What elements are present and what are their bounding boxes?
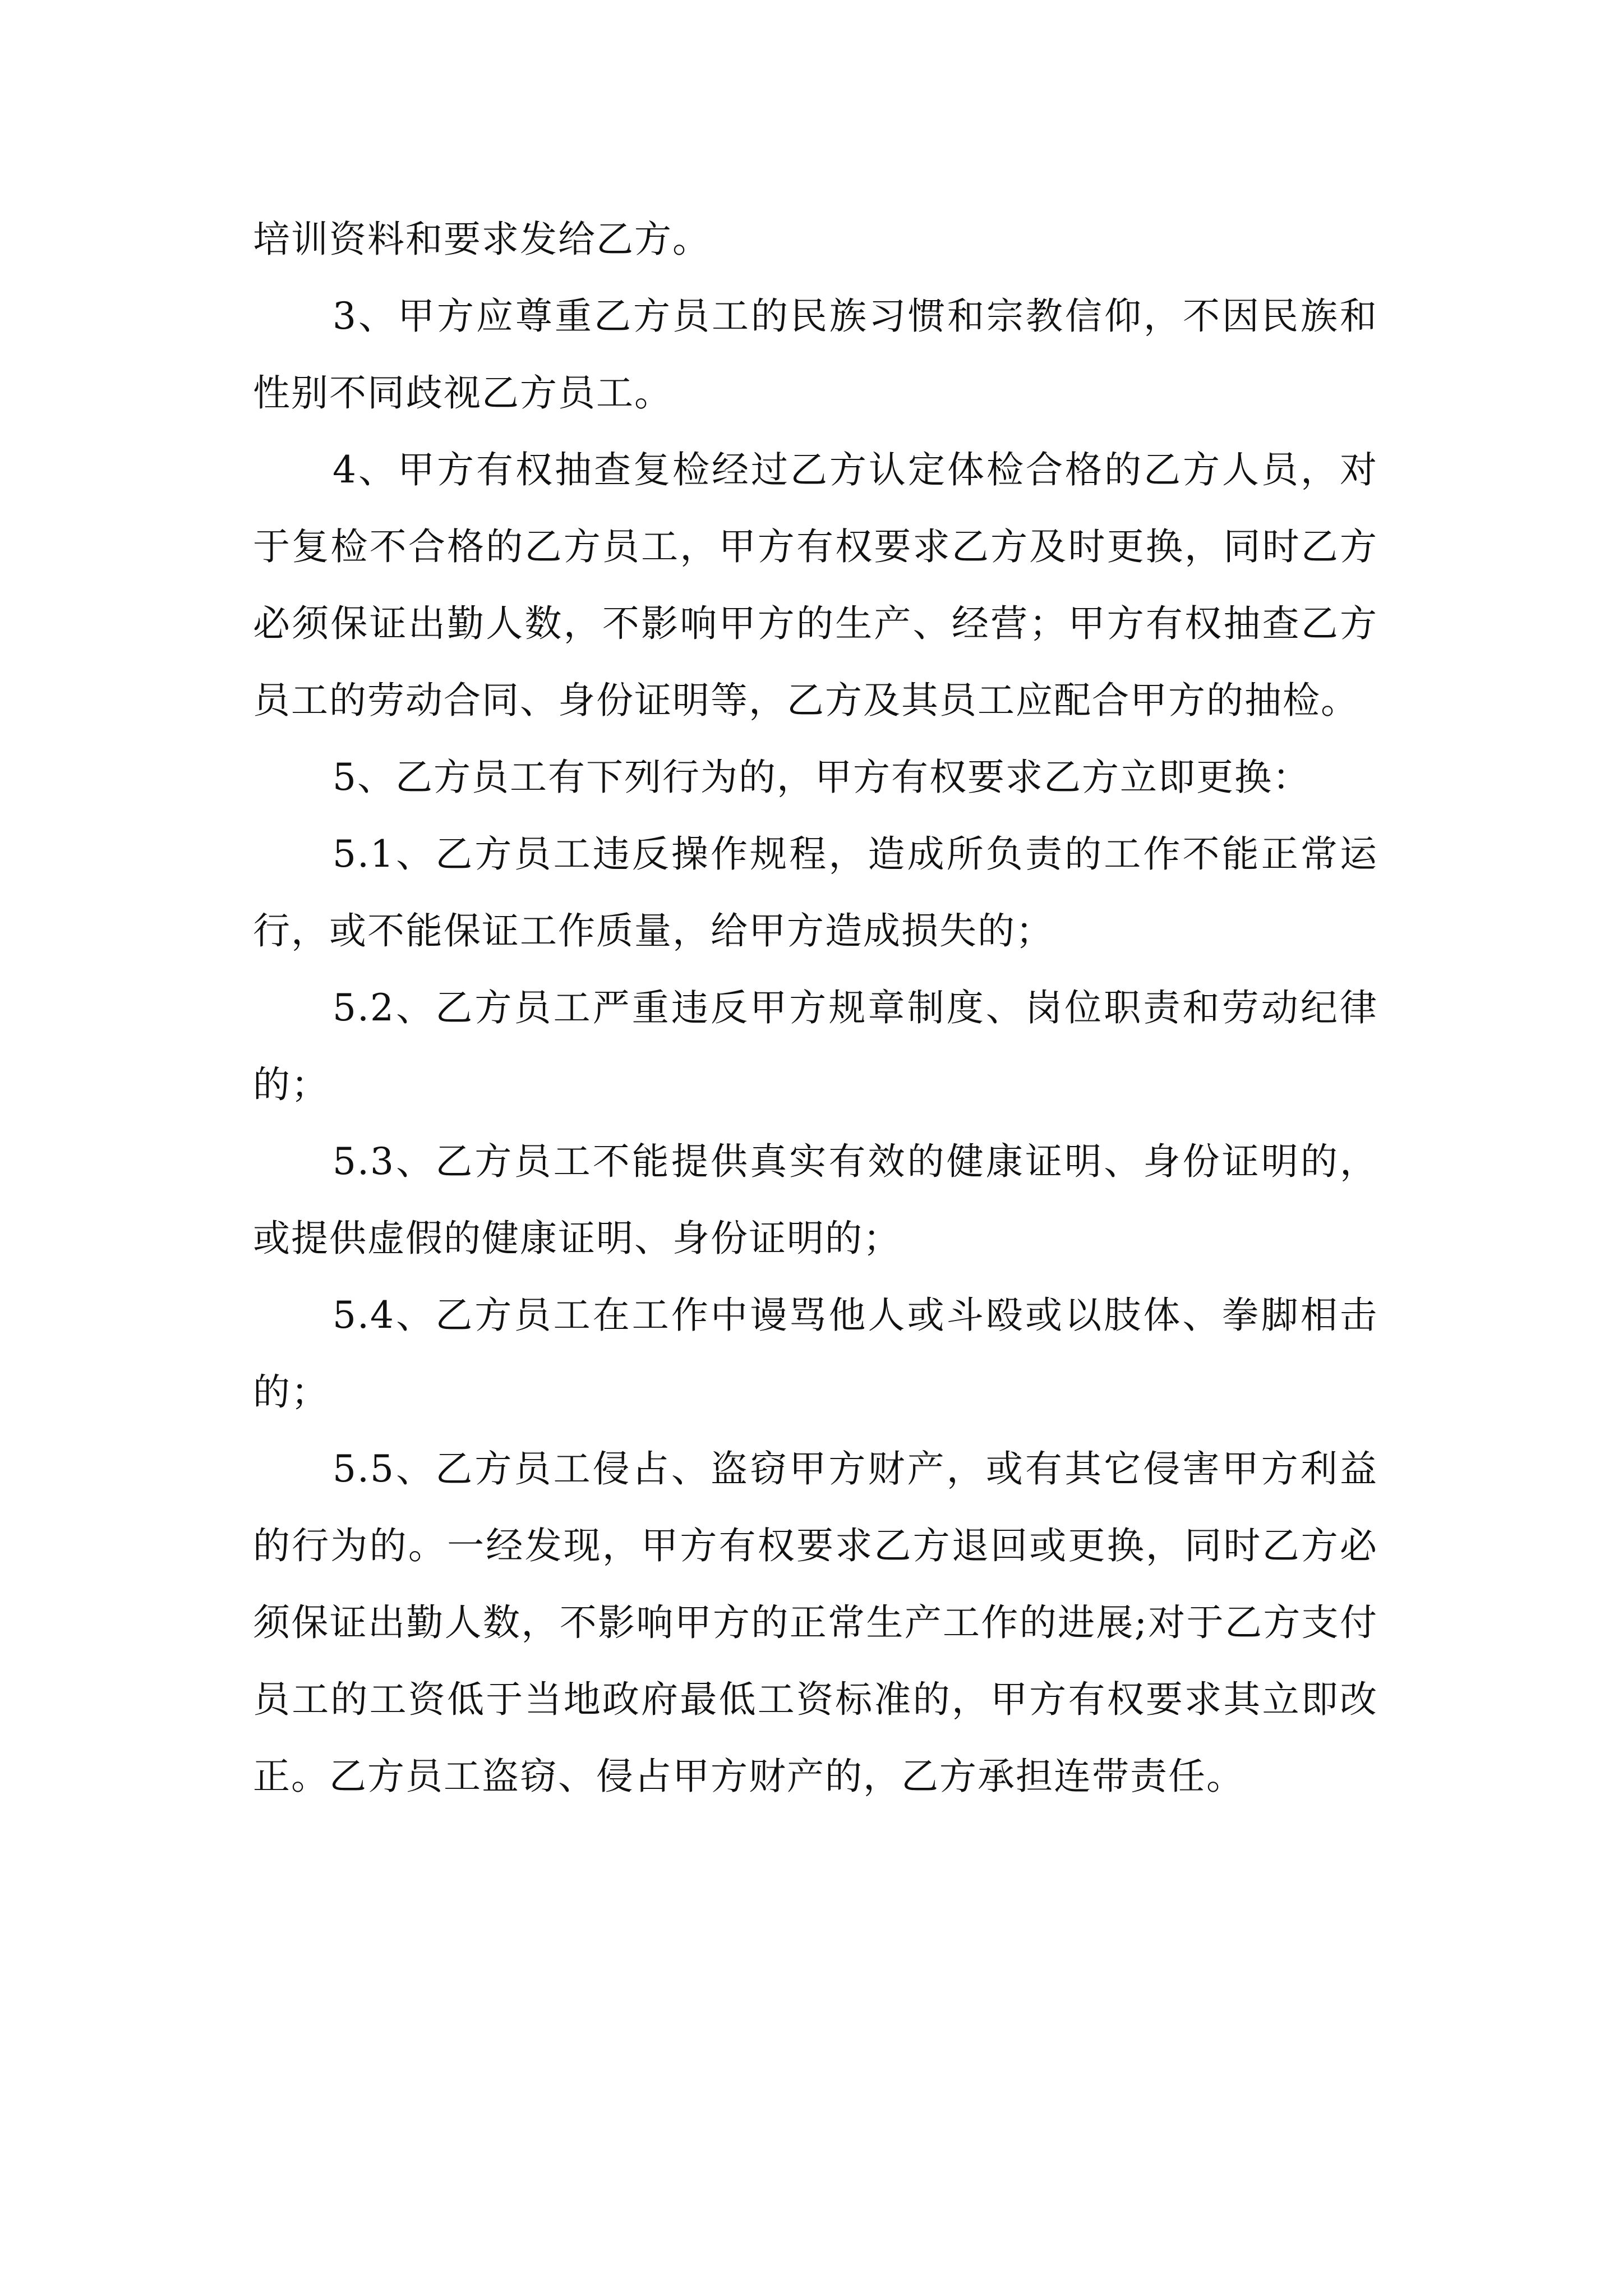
- paragraph-clause-5-5: 5.5、乙方员工侵占、盗窃甲方财产，或有其它侵害甲方利益的行为的。一经发现，甲方有权要求乙方退回或更换，同时乙方必须保证出勤人数，不影响甲方的正常生产工作的进展;对于乙方支付员工的工资低于当地政府最低工资标准的，甲方有权要求其立即改正。乙方员工盗窃、侵占甲方财产的，乙方承担连带责任。: [253, 1447, 1378, 1798]
- paragraph-clause-3: 3、甲方应尊重乙方员工的民族习惯和宗教信仰，不因民族和性别不同歧视乙方员工。: [253, 295, 1378, 415]
- paragraph-clause-5-3: 5.3、乙方员工不能提供真实有效的健康证明、身份证明的，或提供虚假的健康证明、身份证明的；: [253, 1140, 1378, 1260]
- document-body: [253, 201, 1378, 1815]
- paragraph-clause-5: 5、乙方员工有下列行为的，甲方有权要求乙方立即更换：: [333, 756, 1311, 799]
- paragraph-continuation: 培训资料和要求发给乙方。: [253, 218, 711, 261]
- paragraph-clause-4: 4、甲方有权抽查复检经过乙方认定体检合格的乙方人员，对于复检不合格的乙方员工，甲方有权要求乙方及时更换，同时乙方必须保证出勤人数，不影响甲方的生产、经营；甲方有权抽查乙方员工的劳动合同、身份证明等，乙方及其员工应配合甲方的抽检。: [253, 448, 1378, 722]
- paragraph-clause-5-2: 5.2、乙方员工严重违反甲方规章制度、岗位职责和劳动纪律的；: [253, 986, 1378, 1106]
- paragraph-clause-5-1: 5.1、乙方员工违反操作规程，造成所负责的工作不能正常运行，或不能保证工作质量，给甲方造成损失的；: [253, 832, 1378, 953]
- paragraph-clause-5-4: 5.4、乙方员工在工作中谩骂他人或斗殴或以肢体、拳脚相击的；: [253, 1294, 1378, 1414]
